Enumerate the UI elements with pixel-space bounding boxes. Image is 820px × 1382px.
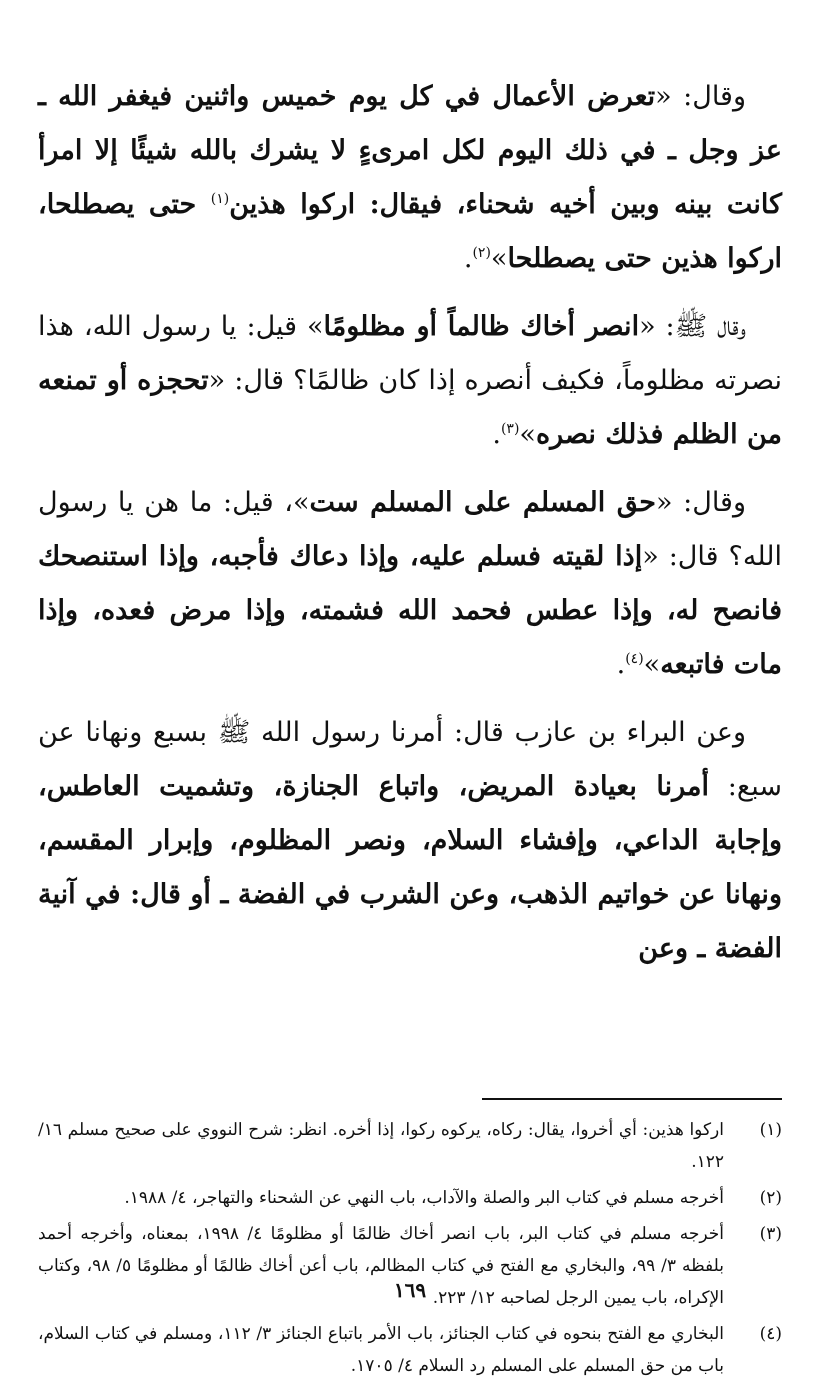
p3-hadith-answer: إذا لقيته فسلم عليه، وإذا دعاك فأجبه، وإذا استنصحك فانصح له، وإذا عطس فحمد الله فشمته، وإذا مرض فعده، وإذا مات فاتبعه <box>38 541 782 680</box>
page-body <box>38 70 782 1376</box>
paragraph-3 <box>38 476 782 692</box>
footnote-1 <box>38 1114 782 1178</box>
footnote-number: (٣) <box>759 1224 782 1244</box>
p3-hadith-text: حق المسلم على المسلم ست <box>309 487 656 518</box>
footnote-divider <box>482 1098 782 1100</box>
footnotes-section <box>38 1114 782 1382</box>
paragraph-2 <box>38 300 782 462</box>
spacer <box>38 990 782 1098</box>
footnote-text: البخاري مع الفتح بنحوه في كتاب الجنائز، باب الأمر باتباع الجنائز ٣/ ١١٢، ومسلم في كتاب السلام، باب من حق المسلم على المسلم رد السلام ٤/ ١٧٠٥. <box>38 1324 724 1376</box>
paragraph-4 <box>38 706 782 976</box>
footnote-ref-3[interactable]: (٣) <box>500 421 520 437</box>
p3-close-quote: » <box>643 649 661 680</box>
p2-narration: » قيل: يا رسول الله، هذا نصرته مظلوماً، فكيف أنصره إذا كان ظالمًا؟ قال: « <box>38 311 782 396</box>
p1-close-quote: » <box>490 243 508 274</box>
footnote-4 <box>38 1318 782 1382</box>
paragraph-1 <box>38 70 782 286</box>
p1-period: . <box>463 243 473 274</box>
p4-hadith-text: أمرنا بعيادة المريض، واتباع الجنازة، وتشميت العاطس، وإجابة الداعي، وإفشاء السلام، ونصر المظلوم، وإبرار المقسم، ونهانا عن خواتيم الذهب، وعن الشرب في الفضة ـ أو قال: في آنية الفضة ـ وعن <box>38 771 782 964</box>
p3-period: . <box>616 649 626 680</box>
footnote-text: أخرجه مسلم في كتاب البر والصلة والآداب، باب النهي عن الشحناء والتهاجر، ٤/ ١٩٨٨. <box>124 1188 724 1208</box>
footnote-number: (٢) <box>759 1188 782 1208</box>
footnote-number: (١) <box>759 1120 782 1140</box>
p2-period: . <box>492 419 501 450</box>
footnote-ref-4[interactable]: (٤) <box>625 651 644 667</box>
p4-intro: وعن البراء بن عازب قال: أمرنا رسول الله ﷺ بسبع ونهانا عن سبع: <box>38 717 782 802</box>
footnote-ref-1[interactable]: (١) <box>210 191 230 207</box>
p2-hadith-text: انصر أخاك ظالماً أو مظلومًا <box>323 311 640 342</box>
footnote-number: (٤) <box>759 1324 782 1344</box>
p2-hadith-answer: تحجزه أو تمنعه من الظلم فذلك نصره <box>38 365 782 450</box>
footnote-text: أخرجه مسلم في كتاب البر، باب انصر أخاك ظالمًا أو مظلومًا ٤/ ١٩٩٨، بمعناه، وأخرجه أحمد بلفظه ٣/ ٩٩، والبخاري مع الفتح في كتاب المظالم، باب أعن أخاك ظالمًا أو مظلومًا ٥/ ٩٨، وكتاب الإكراه، باب يمين الرجل لصاحبه ١٢/ ٢٢٣. <box>38 1224 724 1308</box>
p2-close-quote: » <box>519 419 536 450</box>
footnote-ref-2[interactable]: (٢) <box>472 245 491 261</box>
footnote-text: اركوا هذين: أي أخروا، يقال: ركاه، يركوه ركوا، إذا أخره. انظر: شرح النووي على صحيح مسلم ١٦/ ١٢٢. <box>38 1120 724 1172</box>
p1-hadith-text: تعرض الأعمال في كل يوم خميس واثنين فيغفر الله ـ عز وجل ـ في ذلك اليوم لكل امرىءٍ لا يشرك بالله شيئًا إلا امرأ كانت بينه وبين أخيه شحناء، فيقال: اركوا هذين <box>38 81 782 220</box>
footnote-2 <box>38 1182 782 1214</box>
p3-intro: وقال: « <box>655 487 746 518</box>
page-number: ١٦٩ <box>393 1278 427 1302</box>
p3-narration: »، قيل: ما هن يا رسول الله؟ قال: « <box>38 487 782 572</box>
p1-intro: وقال: « <box>655 81 746 112</box>
p2-intro: وقال ﷺ: « <box>639 311 747 342</box>
p1-hadith-text-cont: حتى يصطلحا، اركوا هذين حتى يصطلحا <box>38 189 782 274</box>
